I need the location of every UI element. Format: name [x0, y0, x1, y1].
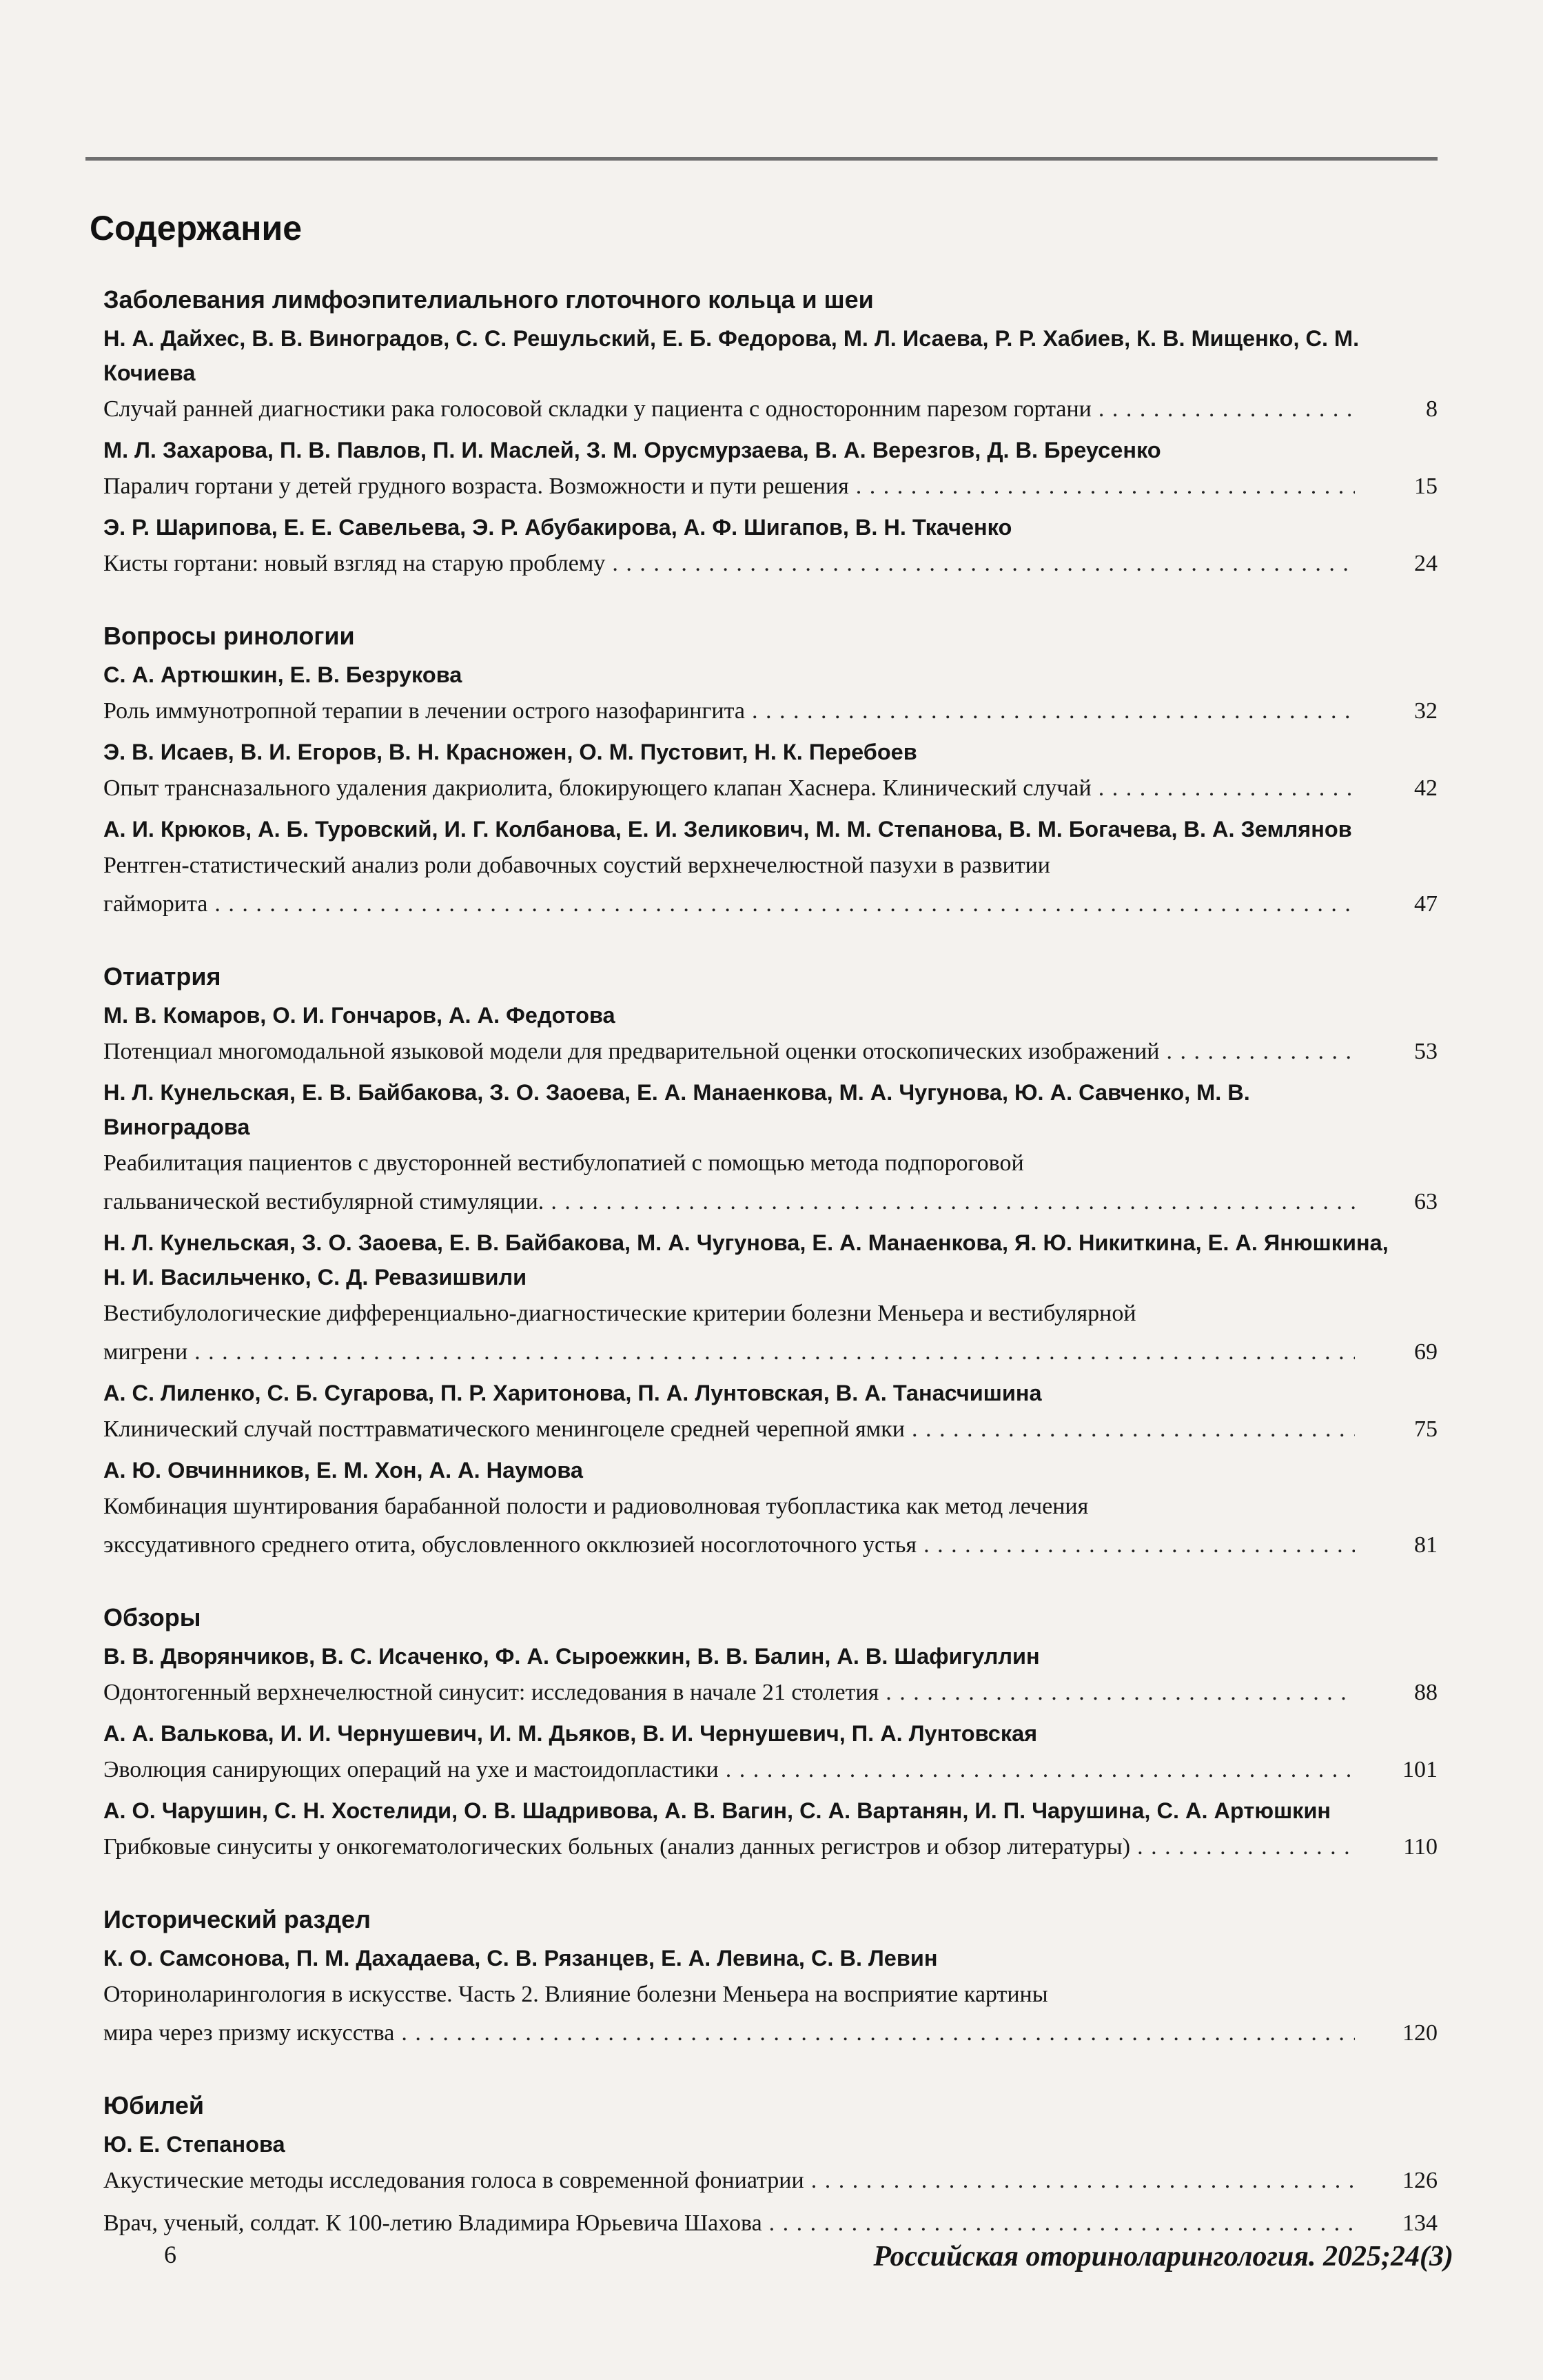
toc-entry[interactable]	[103, 1941, 1438, 2053]
entry-title-row	[103, 390, 1438, 429]
dot-leader	[769, 2204, 1355, 2243]
toc-entry[interactable]	[103, 1225, 1438, 1372]
entry-title-row	[103, 2162, 1438, 2200]
entry-title-row	[103, 1526, 1438, 1565]
dot-leader	[886, 1674, 1355, 1712]
entry-page-number: 75	[1414, 1416, 1438, 1442]
dot-leader	[752, 692, 1355, 731]
entry-page-number: 88	[1414, 1680, 1438, 1705]
dot-leader	[1166, 1033, 1355, 1071]
entry-title: Роль иммунотропной терапии в лечении острого назофарингита	[103, 698, 745, 724]
page-title: Содержание	[90, 209, 303, 247]
section-heading: Отиатрия	[103, 962, 221, 990]
toc-entry[interactable]	[103, 433, 1438, 506]
toc-entry[interactable]	[103, 735, 1438, 808]
toc-entry[interactable]	[103, 998, 1438, 1071]
top-rule	[85, 157, 1438, 161]
dot-leader	[194, 1333, 1355, 1372]
entry-title: мигрени	[103, 1339, 188, 1365]
entry-page-number: 134	[1402, 2210, 1438, 2236]
entry-title-line: Реабилитация пациентов с двусторонней вестибулопатией с помощью метода подпороговой	[103, 1150, 1024, 1176]
entry-authors: Н. А. Дайхес, В. В. Виноградов, С. С. Решульский, Е. Б. Федорова, М. Л. Исаева, Р. Р. Хабиев, К. В. Мищенко, С. М. Кочиева	[103, 326, 1360, 385]
entry-page-number: 32	[1414, 698, 1438, 724]
toc-section	[103, 283, 1438, 583]
entry-title-row	[103, 467, 1438, 506]
toc-entry[interactable]	[103, 1716, 1438, 1789]
page-number: 6	[164, 2241, 176, 2268]
toc-entry[interactable]	[103, 1376, 1438, 1449]
entry-page-number: 47	[1414, 891, 1438, 917]
entry-authors: В. В. Дворянчиков, В. С. Исаченко, Ф. А. Сыроежкин, В. В. Балин, А. В. Шафигуллин	[103, 1644, 1040, 1669]
entry-page-number: 53	[1414, 1039, 1438, 1064]
entry-page-number: 69	[1414, 1339, 1438, 1365]
section-heading: Заболевания лимфоэпителиального глоточного кольца и шеи	[103, 285, 874, 314]
entry-title-row	[103, 1333, 1438, 1372]
entry-title-row	[103, 545, 1438, 583]
entry-authors: А. И. Крюков, А. Б. Туровский, И. Г. Колбанова, Е. И. Зеликович, М. М. Степанова, В. М. Богачева, В. А. Землянов	[103, 817, 1352, 842]
entry-authors: С. А. Артюшкин, Е. В. Безрукова	[103, 662, 462, 687]
toc-section	[103, 1600, 1438, 1867]
entry-title: Кисты гортани: новый взгляд на старую проблему	[103, 551, 606, 576]
toc-entry[interactable]	[103, 1639, 1438, 1712]
entry-authors: Н. Л. Кунельская, Е. В. Байбакова, З. О. Заоева, Е. А. Манаенкова, М. А. Чугунова, Ю. А. Савченко, М. В. Виноградова	[103, 1080, 1250, 1139]
entry-title: Одонтогенный верхнечелюстной синусит: исследования в начале 21 столетия	[103, 1680, 879, 1705]
entry-title-line: Вестибулологические дифференциально-диагностические критерии болезни Меньера и вестибулярной	[103, 1301, 1136, 1326]
entry-title: Врач, ученый, солдат. К 100-летию Владимира Юрьевича Шахова	[103, 2210, 762, 2236]
table-of-contents	[103, 283, 1438, 2268]
entry-authors: Э. Р. Шарипова, Е. Е. Савельева, Э. Р. Абубакирова, А. Ф. Шигапов, В. Н. Ткаченко	[103, 515, 1012, 540]
entry-title: гальванической вестибулярной стимуляции.	[103, 1189, 544, 1214]
toc-entry[interactable]	[103, 321, 1438, 429]
dot-leader	[612, 545, 1355, 583]
dot-leader	[923, 1526, 1355, 1565]
entry-title: Случай ранней диагностики рака голосовой складки у пациента с односторонним парезом гортани	[103, 396, 1092, 422]
entry-title-row	[103, 885, 1438, 924]
toc-entry[interactable]	[103, 658, 1438, 731]
entry-page-number: 42	[1414, 775, 1438, 801]
entry-title-row	[103, 1410, 1438, 1449]
entry-title: Акустические методы исследования голоса в современной фониатрии	[103, 2168, 804, 2193]
entry-title-line: Оториноларингология в искусстве. Часть 2. Влияние болезни Меньера на восприятие картины	[103, 1982, 1048, 2007]
entry-title-row	[103, 769, 1438, 808]
entry-title-row	[103, 2014, 1438, 2053]
dot-leader	[1099, 390, 1355, 429]
entry-page-number: 126	[1402, 2168, 1438, 2193]
entry-title: Опыт трансназального удаления дакриолита, блокирующего клапан Хаснера. Клинический случай	[103, 775, 1092, 801]
entry-page-number: 15	[1414, 474, 1438, 499]
entry-title: Паралич гортани у детей грудного возраста. Возможности и пути решения	[103, 474, 849, 499]
entry-title-row	[103, 1674, 1438, 1712]
journal-citation: Российская оториноларингология. 2025;24(3)	[873, 2241, 1453, 2272]
section-heading: Исторический раздел	[103, 1905, 371, 1933]
toc-entry[interactable]	[103, 812, 1438, 924]
entry-title-row	[103, 1033, 1438, 1071]
toc-section	[103, 619, 1438, 924]
entry-title-row	[103, 1751, 1438, 1789]
dot-leader	[214, 885, 1355, 924]
entry-authors: А. О. Чарушин, С. Н. Хостелиди, О. В. Шадривова, А. В. Вагин, С. А. Вартанян, И. П. Чарушина, С. А. Артюшкин	[103, 1798, 1331, 1823]
entry-page-number: 24	[1414, 551, 1438, 576]
entry-title: Эволюция санирующих операций на ухе и мастоидопластики	[103, 1757, 719, 1782]
dot-leader	[726, 1751, 1355, 1789]
entry-page-number: 8	[1426, 396, 1438, 422]
toc-entry[interactable]	[103, 1075, 1438, 1221]
entry-authors: М. В. Комаров, О. И. Гончаров, А. А. Федотова	[103, 1003, 615, 1028]
toc-entry[interactable]	[103, 510, 1438, 583]
entry-title: Грибковые синуситы у онкогематологических больных (анализ данных регистров и обзор литературы)	[103, 1834, 1131, 1860]
section-heading: Юбилей	[103, 2091, 205, 2119]
entry-title-row	[103, 1183, 1438, 1221]
toc-entry[interactable]	[103, 1453, 1438, 1565]
toc-entry[interactable]	[103, 2204, 1438, 2243]
entry-title-row	[103, 692, 1438, 731]
entry-title: Потенциал многомодальной языковой модели для предварительной оценки отоскопических изображений	[103, 1039, 1160, 1064]
dot-leader	[1137, 1828, 1355, 1867]
entry-authors: Н. Л. Кунельская, З. О. Заоева, Е. В. Байбакова, М. А. Чугунова, Е. А. Манаенкова, Я. Ю. Никиткина, Е. А. Янюшкина, Н. И. Васильченко, С. Д. Ревазишвили	[103, 1230, 1389, 1290]
entry-title: мира через призму искусства	[103, 2020, 395, 2046]
entry-authors: Э. В. Исаев, В. И. Егоров, В. Н. Красножен, О. М. Пустовит, Н. К. Перебоев	[103, 740, 917, 764]
entry-title: экссудативного среднего отита, обусловленного окклюзией носоглоточного устья	[103, 1532, 917, 1558]
dot-leader	[401, 2014, 1355, 2053]
dot-leader	[1099, 769, 1355, 808]
entry-authors: А. Ю. Овчинников, Е. М. Хон, А. А. Наумова	[103, 1458, 583, 1483]
page-footer	[0, 2240, 1543, 2295]
entry-title-line: Комбинация шунтирования барабанной полости и радиоволновая тубопластика как метод лечения	[103, 1494, 1089, 1519]
entry-authors: Ю. Е. Степанова	[103, 2132, 285, 2157]
entry-title: Клинический случай посттравматического менингоцеле средней черепной ямки	[103, 1416, 905, 1442]
entry-authors: К. О. Самсонова, П. М. Дахадаева, С. В. Рязанцев, Е. А. Левина, С. В. Левин	[103, 1946, 938, 1971]
section-heading: Обзоры	[103, 1603, 201, 1631]
entry-authors: М. Л. Захарова, П. В. Павлов, П. И. Маслей, З. М. Орусмурзаева, В. А. Верезгов, Д. В. Бреусенко	[103, 438, 1161, 462]
section-heading: Вопросы ринологии	[103, 622, 355, 650]
entry-title: гайморита	[103, 891, 208, 917]
entry-page-number: 81	[1414, 1532, 1438, 1558]
toc-entry[interactable]	[103, 2127, 1438, 2200]
entry-page-number: 110	[1403, 1834, 1438, 1860]
entry-page-number: 101	[1402, 1757, 1438, 1782]
toc-section	[103, 1902, 1438, 2053]
toc-section	[103, 2088, 1438, 2243]
dot-leader	[856, 467, 1355, 506]
entry-authors: А. А. Валькова, И. И. Чернушевич, И. М. Дьяков, В. И. Чернушевич, П. А. Лунтовская	[103, 1721, 1038, 1746]
dot-leader	[811, 2162, 1355, 2200]
dot-leader	[912, 1410, 1355, 1449]
dot-leader	[551, 1183, 1355, 1221]
entry-page-number: 63	[1414, 1189, 1438, 1214]
entry-authors: А. С. Лиленко, С. Б. Сугарова, П. Р. Харитонова, П. А. Лунтовская, В. А. Танасчишина	[103, 1381, 1042, 1405]
entry-title-row	[103, 2204, 1438, 2243]
toc-section	[103, 959, 1438, 1565]
entry-page-number: 120	[1402, 2020, 1438, 2046]
entry-title-row	[103, 1828, 1438, 1867]
entry-title-line: Рентген-статистический анализ роли добавочных соустий верхнечелюстной пазухи в развитии	[103, 853, 1050, 878]
toc-entry[interactable]	[103, 1793, 1438, 1867]
